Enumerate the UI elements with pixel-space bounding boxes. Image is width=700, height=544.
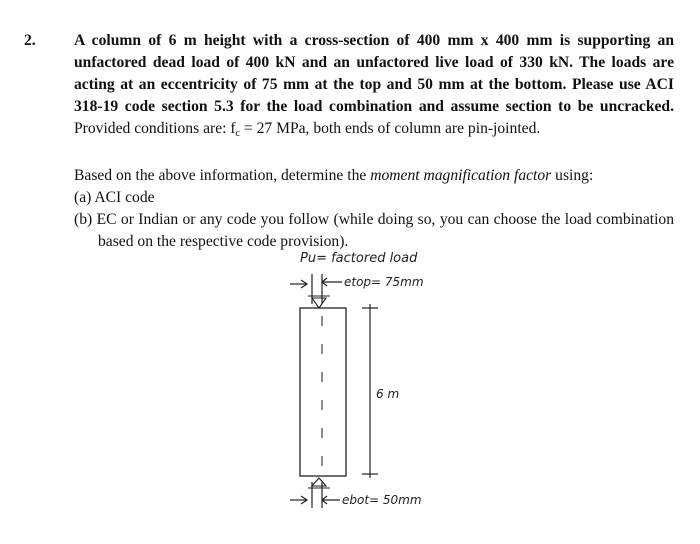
conditions-subscript: c [235, 128, 240, 139]
column-diagram [240, 246, 500, 536]
top-pin-support [312, 298, 326, 308]
question-body [74, 30, 674, 145]
task-intro [74, 165, 674, 187]
bottom-ecc-label: ebot= 50mm [342, 493, 422, 507]
task-intro-suffix: using: [551, 167, 594, 184]
question-statement: A column of 6 m height with a cross-section of 400 mm x 400 mm is supporting an unfactored dead load of 400 kN and an unfactored live load of 330 kN. The loads are acting at an eccentricity of 75 mm at the top and 50 mm at the bottom. Please use ACI 318-19 code section 5.3 for the load combination and assume section to be uncracked. [74, 32, 674, 115]
top-ecc-label: etop= 75mm [344, 275, 424, 289]
question-block [24, 30, 674, 253]
load-label: Pu= factored load [300, 251, 418, 266]
task-item-a: (a) ACI code [74, 189, 155, 206]
height-label: 6 m [376, 387, 400, 401]
conditions-suffix: = 27 MPa, both ends of column are pin-jointed. [240, 120, 541, 137]
task-item-b: (b) EC or Indian or any code you follow (while doing so, you can choose the load combination based on the respective code provision). [74, 211, 674, 250]
task-intro-emphasis: moment magnification factor [370, 167, 552, 184]
question-number: 2. [24, 32, 36, 49]
conditions-prefix: Provided conditions are: f [74, 120, 236, 137]
task-intro-prefix: Based on the above information, determine the [74, 167, 371, 184]
bottom-pin-support [312, 478, 326, 486]
task-block [74, 165, 674, 253]
column-outline [300, 308, 346, 476]
